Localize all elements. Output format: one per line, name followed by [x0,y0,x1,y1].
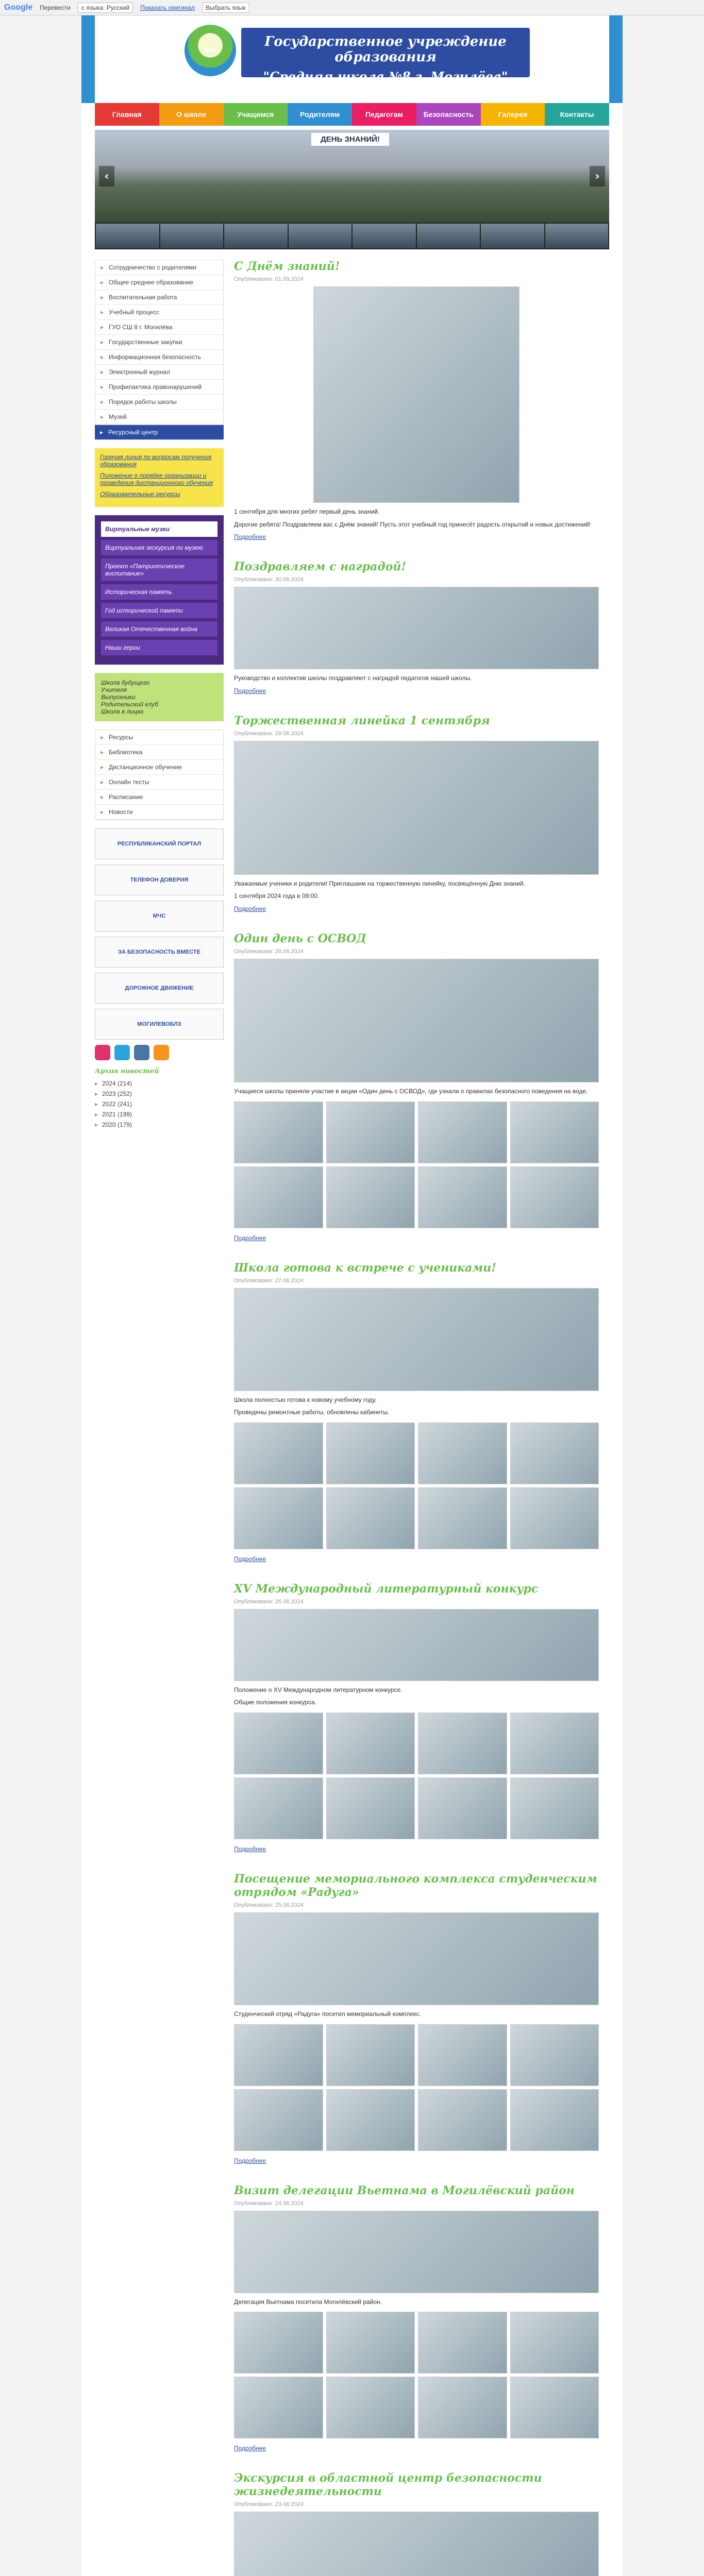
page-wrapper [81,15,623,2576]
post-text: Дорогие ребята! Поздравляем вас с Днём знаний! Пусть этот учебный год принесёт радость открытий и новых достижений! [234,520,591,528]
submenu-item[interactable]: ▸ Библиотека [95,745,223,760]
sidebar-menu-item[interactable]: ▸ Музей [95,410,223,425]
news-archive [95,1078,224,1130]
gallery-photo[interactable] [234,2024,323,2086]
sidebar-menu-item[interactable]: ▸ ГУО СШ 8 г. Могилёва [95,320,223,335]
gallery-photo[interactable] [234,1713,323,1774]
header-accent-left [81,15,95,103]
school-emblem[interactable] [185,25,236,76]
translate-label: Перевести [40,4,71,11]
gallery-photo[interactable] [326,1713,415,1774]
photo-gallery [234,2312,599,2438]
post-text: Учащиеся школы приняли участие в акции «Один день с ОСВОД», где узнали о правилах безопасного поведения на воде. [234,1087,588,1095]
slider-thumbnails [95,223,609,249]
sidebar-banner[interactable]: ЗА БЕЗОПАСНОСТЬ ВМЕСТЕ [95,937,224,968]
post-title[interactable]: Один день с ОСВОД [234,931,366,945]
sidebar-menu-item[interactable]: ▸ Государственные закупки [95,335,223,350]
instagram-icon[interactable] [95,1045,110,1060]
post-image[interactable] [234,1609,599,1681]
post-title[interactable]: С Днём знаний! [234,260,340,273]
virtual-museum-header: Виртуальные музеи [101,521,217,537]
nav-tab[interactable]: Педагогам [352,103,416,126]
archive-year[interactable]: ▸ 2024 (214) [95,1078,224,1089]
sidebar-banners [95,828,224,1040]
gallery-photo[interactable] [510,2377,599,2438]
museum-link[interactable]: Историческая память [101,584,217,600]
post-text: Руководство и коллектив школы поздравляют с наградой педагогов нашей школы. [234,674,472,682]
museum-link[interactable]: Великая Отечественная война [101,621,217,637]
gallery-photo[interactable] [510,2312,599,2374]
post-text: 1 сентября 2024 года в 09:00. [234,892,320,900]
sidebar [95,260,224,2576]
thumbnail[interactable] [96,224,159,248]
gallery-photo[interactable] [510,2024,599,2086]
sidebar-menu [95,260,224,425]
read-more-link[interactable]: Подробнее [234,533,266,541]
sidebar-menu-item[interactable]: ▸ Порядок работы школы [95,395,223,410]
info-link[interactable]: Образовательные ресурсы [100,490,180,498]
gallery-photo[interactable] [510,1713,599,1774]
sidebar-banner[interactable]: МОГИЛЕВОБЛЗ [95,1009,224,1040]
read-more-link[interactable]: Подробнее [234,2157,266,2164]
read-more-link[interactable]: Подробнее [234,1555,266,1563]
news-post [234,1872,599,2165]
nav-tab[interactable]: Учащимся [224,103,288,126]
title-line-1: Государственное учреждение образования [264,34,507,65]
read-more-link[interactable]: Подробнее [234,905,266,912]
gallery-photo[interactable] [418,2312,507,2374]
green-link[interactable]: Школа будущего [101,679,150,686]
sidebar-menu-item[interactable]: ▸ Учебный процесс [95,305,223,320]
gallery-photo[interactable] [326,1422,415,1484]
post-date: Опубликовано: 28.08.2024 [234,948,304,955]
museum-link[interactable]: Год исторической памяти [101,603,217,618]
gallery-photo[interactable] [234,1422,323,1484]
gallery-photo[interactable] [234,2089,323,2151]
museum-link[interactable]: Проект «Патриотическое воспитание» [101,558,217,581]
sidebar-menu-item[interactable]: ▸ Воспитательная работа [95,290,223,305]
submenu-item[interactable]: ▸ Расписание [95,790,223,805]
gallery-photo[interactable] [510,1487,599,1549]
post-image[interactable] [234,2512,599,2576]
main-nav [95,103,609,126]
post-title[interactable]: Школа готова к встрече с учениками! [234,1261,496,1275]
show-original-link[interactable]: Показать оригинал [140,4,195,11]
museum-link[interactable]: Наши герои [101,640,217,655]
sidebar-menu-item[interactable]: ▸ Информационная безопасность [95,350,223,365]
news-post [234,560,599,696]
title-line-2: "Средняя школа №8 г. Могилёва" [263,69,508,84]
submenu-item[interactable]: ▸ Новости [95,805,223,820]
read-more-link[interactable]: Подробнее [234,1845,266,1853]
post-title[interactable]: XV Международный литературный конкурс [234,1582,539,1596]
read-more-link[interactable]: Подробнее [234,687,266,694]
gallery-photo[interactable] [418,2089,507,2151]
header-accent-right [609,15,623,103]
gallery-photo[interactable] [510,1166,599,1228]
target-lang-select[interactable]: Выбрать язык [202,3,249,13]
sidebar-banner[interactable]: ДОРОЖНОЕ ДВИЖЕНИЕ [95,973,224,1004]
gallery-photo[interactable] [326,2089,415,2151]
post-text: Делегация Вьетнама посетила Могилёвский район. [234,2298,382,2306]
submenu-item[interactable]: ▸ Онлайн тесты [95,775,223,790]
sidebar-menu-item[interactable]: ▸ Профилактика правонарушений [95,380,223,395]
slider-next-icon[interactable]: › [590,166,605,187]
news-post [234,1261,599,1564]
post-text: Положение о XV Международном литературном конкурсе. [234,1686,403,1693]
post-date: Опубликовано: 23.08.2024 [234,2501,304,2508]
site-title [241,28,530,84]
post-image[interactable] [234,1288,599,1391]
news-post [234,1582,599,1854]
virtual-museum-box [95,515,224,665]
info-link[interactable]: Горячая линия по вопросам получения образования [100,453,212,468]
post-date: Опубликовано: 25.08.2024 [234,1902,304,1908]
social-links [95,1045,224,1060]
gallery-photo[interactable] [234,1487,323,1549]
nav-tab[interactable]: Безопасность [416,103,481,126]
nav-tab[interactable]: О школе [159,103,224,126]
nav-tab[interactable]: Родителям [288,103,352,126]
sidebar-submenu [95,730,224,820]
main-content [234,260,599,2576]
post-image[interactable] [234,959,599,1082]
gallery-photo[interactable] [326,1166,415,1228]
post-title[interactable]: Посещение мемориального комплекса студенческим отрядом «Радуга» [234,1872,597,1899]
gallery-photo[interactable] [510,1422,599,1484]
gallery-photo[interactable] [510,1101,599,1163]
sidebar-banner[interactable]: МЧС [95,901,224,931]
post-text: Студенческий отряд «Радуга» посетил мемориальный комплекс. [234,2010,421,2018]
gallery-photo[interactable] [418,1101,507,1163]
photo-gallery [234,2024,599,2151]
sidebar-menu-item[interactable]: ▸ Общее среднее образование [95,275,223,290]
vk-icon[interactable] [134,1045,149,1060]
gallery-photo[interactable] [326,1101,415,1163]
gallery-photo[interactable] [418,1777,507,1839]
sidebar-banner[interactable]: РЕСПУБЛИКАНСКИЙ ПОРТАЛ [95,828,224,859]
nav-tab[interactable]: Контакты [545,103,609,126]
gallery-photo[interactable] [326,2024,415,2086]
gallery-photo[interactable] [510,1777,599,1839]
news-post [234,2471,599,2576]
news-post [234,2184,599,2453]
nav-tab[interactable]: Галерея [481,103,545,126]
gallery-photo[interactable] [418,1166,507,1228]
news-post [234,714,599,913]
green-link[interactable]: Выпускники [101,693,136,701]
post-image[interactable] [234,1912,599,2005]
post-image[interactable] [313,286,519,503]
info-links-box [95,448,224,507]
thumbnail[interactable] [224,224,288,248]
green-link[interactable]: Школа в лицах [101,708,144,715]
green-link[interactable]: Родительский клуб [101,701,158,708]
info-link[interactable]: Положение о порядке организации и проведения дистанционного обучения [100,472,213,486]
main-columns [95,260,609,2576]
nav-tab[interactable]: Главная [95,103,159,126]
read-more-link[interactable]: Подробнее [234,1234,266,1242]
archive-year[interactable]: ▸ 2021 (199) [95,1109,224,1120]
gallery-photo[interactable] [510,2089,599,2151]
post-text: Школа полностью готова к новому учебному году. [234,1396,377,1403]
thumbnail[interactable] [289,224,352,248]
post-image[interactable] [234,741,599,875]
post-date: Опубликовано: 26.08.2024 [234,1598,304,1605]
thumbnail[interactable] [481,224,544,248]
gallery-photo[interactable] [326,1487,415,1549]
gallery-photo[interactable] [234,2377,323,2438]
slider-prev-icon[interactable]: ‹ [99,166,114,187]
read-more-link[interactable]: Подробнее [234,2445,266,2452]
news-post [234,932,599,1243]
post-title[interactable]: Торжественная линейка 1 сентября [234,714,490,727]
archive-year[interactable]: ▸ 2020 (179) [95,1120,224,1130]
gallery-photo[interactable] [326,2377,415,2438]
green-link[interactable]: Учителя [101,686,127,693]
post-text: Проведены ремонтные работы, обновлены кабинеты. [234,1409,390,1416]
sidebar-menu-item[interactable]: ▸ Электронный журнал [95,365,223,380]
gallery-photo[interactable] [418,2377,507,2438]
sidebar-menu-active[interactable]: ▸ Ресурсный центр [95,425,224,440]
thumbnail[interactable] [545,224,609,248]
site-header [81,15,623,103]
post-date: Опубликовано: 24.08.2024 [234,2200,304,2207]
thumbnail[interactable] [417,224,480,248]
thumbnail[interactable] [160,224,224,248]
photo-gallery [234,1101,599,1228]
gallery-photo[interactable] [418,1713,507,1774]
post-title[interactable]: Экскурсия в областной центр безопасности жизнедеятельности [234,2471,542,2499]
post-date: Опубликовано: 30.08.2024 [234,577,304,583]
post-title[interactable]: Визит делегации Вьетнама в Могилёвский район [234,2183,575,2197]
ok-icon[interactable] [154,1045,169,1060]
telegram-icon[interactable] [114,1045,130,1060]
submenu-item[interactable]: ▸ Дистанционное обучение [95,760,223,775]
submenu-item[interactable]: ▸ Ресурсы [95,730,223,745]
archive-title: Архив новостей [95,1067,159,1075]
google-logo: Google [4,3,33,12]
post-date: Опубликовано: 01.09.2024 [234,276,304,282]
archive-year[interactable]: ▸ 2023 (252) [95,1089,224,1099]
photo-gallery [234,1713,599,1839]
image-slider [95,130,609,223]
gallery-photo[interactable] [418,2024,507,2086]
post-image[interactable] [234,2211,599,2293]
news-post [234,260,599,541]
post-text: 1 сентября для многих ребят первый день знаний. [234,508,380,515]
translate-bar [0,0,704,15]
gallery-photo[interactable] [234,1166,323,1228]
museum-link[interactable]: Виртуальная экскурсия по музею [101,540,217,555]
slider-banner: ДЕНЬ ЗНАНИЙ! [311,133,389,146]
gallery-photo[interactable] [418,1422,507,1484]
emblem-label: №8 [204,45,216,54]
gallery-photo[interactable] [234,2312,323,2374]
gallery-photo[interactable] [326,2312,415,2374]
gallery-photo[interactable] [326,1777,415,1839]
gallery-photo[interactable] [234,1777,323,1839]
photo-gallery [234,1422,599,1549]
post-text: Уважаемые ученики и родители! Приглашаем на торжественную линейку, посвящённую Дню знаний. [234,879,525,887]
post-date: Опубликовано: 27.08.2024 [234,1277,304,1284]
sidebar-banner[interactable]: ТЕЛЕФОН ДОВЕРИЯ [95,865,224,895]
post-text: Общие положения конкурса. [234,1699,316,1706]
post-image[interactable] [234,587,599,669]
green-links-box [95,673,224,721]
gallery-photo[interactable] [418,1487,507,1549]
original-lang-select[interactable]: с языка: Русский [78,3,133,13]
thumbnail[interactable] [353,224,416,248]
post-title[interactable]: Поздравляем с наградой! [234,560,407,574]
sidebar-menu-item[interactable]: ▸ Сотрудничество с родителями [95,260,223,275]
archive-year[interactable]: ▸ 2022 (241) [95,1099,224,1109]
gallery-photo[interactable] [234,1101,323,1163]
post-date: Опубликовано: 29.08.2024 [234,730,304,737]
